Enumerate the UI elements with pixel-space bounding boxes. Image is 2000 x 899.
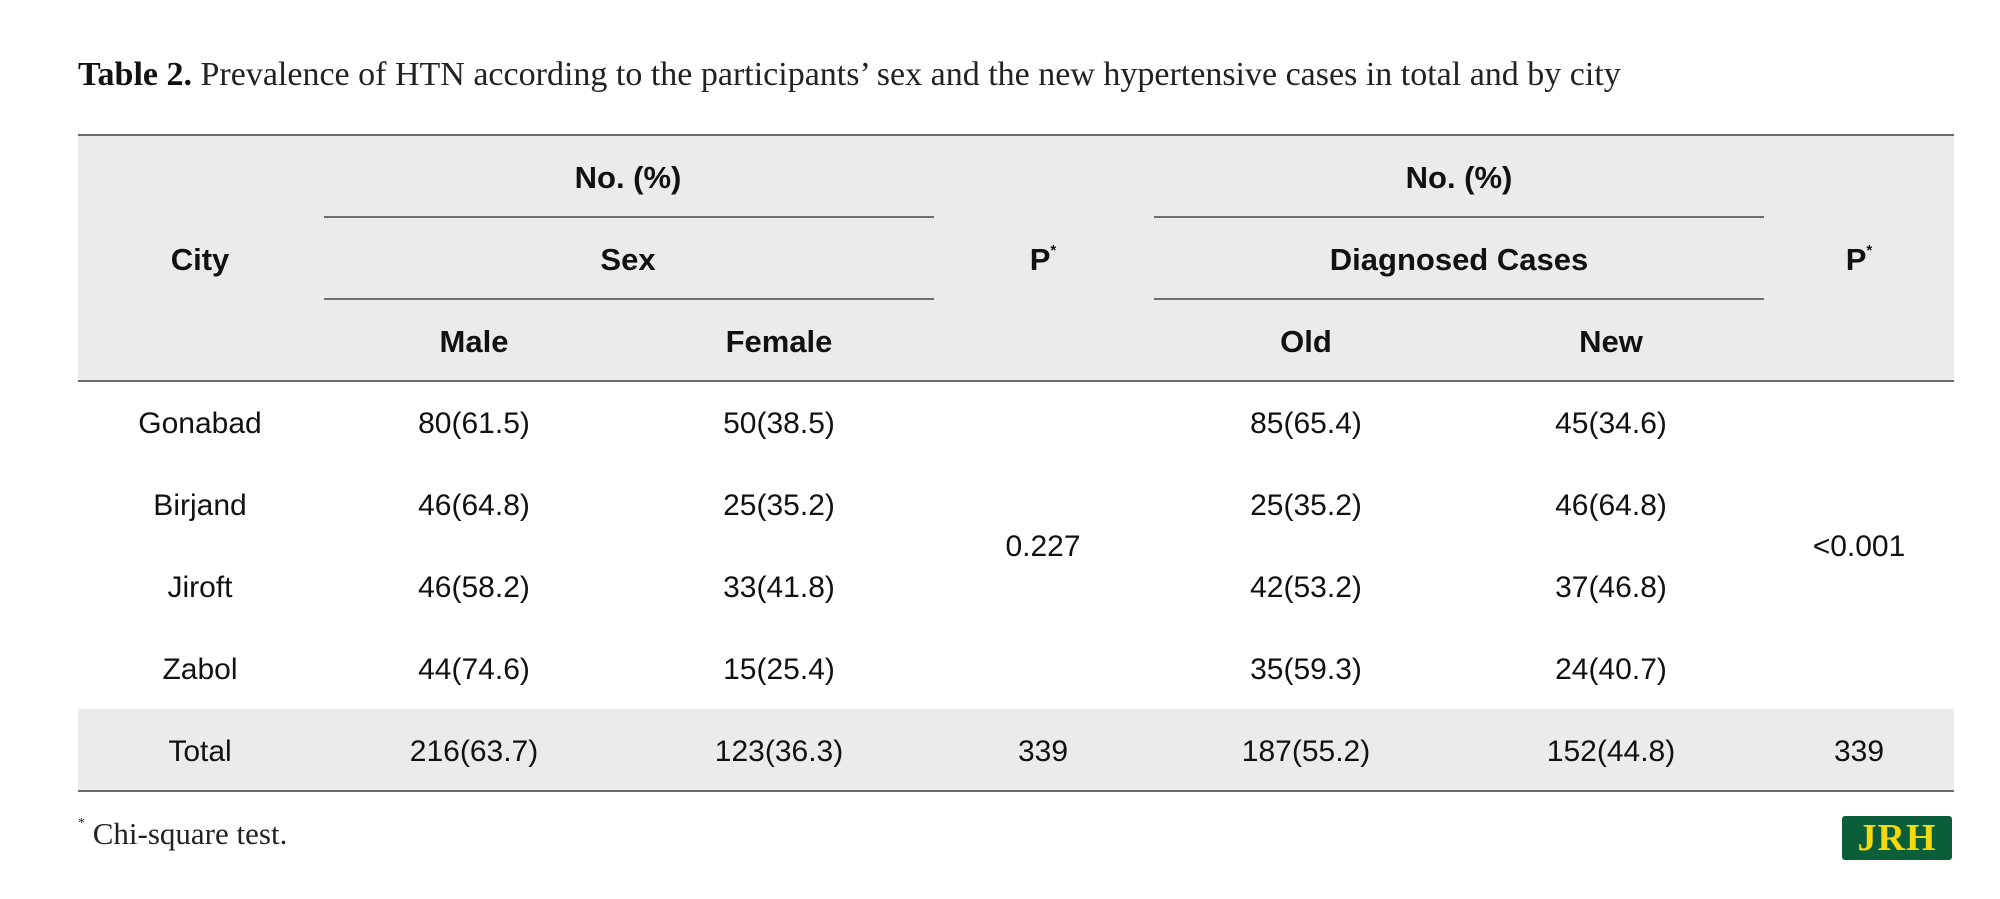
cell-city: Birjand (153, 489, 247, 522)
table-top-border (78, 134, 1954, 136)
total-old: 187(55.2) (1241, 735, 1371, 768)
total-city: Total (168, 735, 232, 768)
cell-male: 80(61.5) (418, 407, 530, 440)
footnote-text: Chi-square test. (92, 816, 288, 851)
total-p-sex: 339 (1017, 735, 1069, 768)
jrh-logo (1842, 816, 1952, 860)
sex-group-rule-bottom (324, 298, 934, 300)
header-sex: Sex (600, 242, 656, 277)
cell-male: 44(74.6) (418, 653, 530, 686)
cases-group-rule-bottom (1154, 298, 1764, 300)
cell-old: 35(59.3) (1250, 653, 1362, 686)
header-p-cases: P* (1845, 241, 1873, 277)
header-bottom-border (78, 380, 1954, 382)
total-female: 123(36.3) (714, 735, 844, 768)
header-male: Male (439, 324, 509, 359)
header-old: Old (1280, 324, 1332, 359)
caption-label: Table 2. (78, 56, 193, 93)
total-new: 152(44.8) (1546, 735, 1676, 768)
sex-group-rule-top (324, 216, 934, 218)
cell-male: 46(58.2) (418, 571, 530, 604)
cell-new: 24(40.7) (1555, 653, 1667, 686)
cell-female: 50(38.5) (723, 407, 835, 440)
header-sex-no-pct: No. (%) (574, 160, 682, 195)
header-cases-no-pct: No. (%) (1405, 160, 1513, 195)
header-background (78, 135, 1954, 380)
p-value-cases: <0.001 (1812, 530, 1906, 563)
total-male: 216(63.7) (409, 735, 539, 768)
caption-text: Prevalence of HTN according to the participants’ sex and the new hypertensive cases in total and by city (200, 56, 1621, 93)
total-p-cases: 339 (1833, 735, 1885, 768)
table-caption (78, 56, 1621, 94)
cell-new: 46(64.8) (1555, 489, 1667, 522)
cell-city: Jiroft (167, 571, 233, 604)
prevalence-table (78, 134, 1954, 794)
header-city: City (170, 242, 230, 277)
cell-female: 33(41.8) (723, 571, 835, 604)
p-value-sex: 0.227 (1005, 530, 1081, 563)
table-bottom-border (78, 790, 1954, 792)
header-new: New (1579, 324, 1643, 359)
cell-new: 37(46.8) (1555, 571, 1667, 604)
cell-old: 85(65.4) (1250, 407, 1362, 440)
cell-old: 42(53.2) (1250, 571, 1362, 604)
cell-city: Zabol (162, 653, 238, 686)
cell-female: 15(25.4) (723, 653, 835, 686)
logo-text: JRH (1857, 817, 1937, 859)
header-p-sex: P* (1029, 241, 1057, 277)
cell-female: 25(35.2) (723, 489, 835, 522)
cell-male: 46(64.8) (418, 489, 530, 522)
footnote (78, 816, 287, 852)
footnote-mark: * (78, 815, 85, 831)
cases-group-rule-top (1154, 216, 1764, 218)
header-female: Female (725, 324, 833, 359)
header-diagnosed-cases: Diagnosed Cases (1329, 242, 1589, 277)
cell-old: 25(35.2) (1250, 489, 1362, 522)
cell-new: 45(34.6) (1555, 407, 1667, 440)
cell-city: Gonabad (138, 407, 262, 440)
